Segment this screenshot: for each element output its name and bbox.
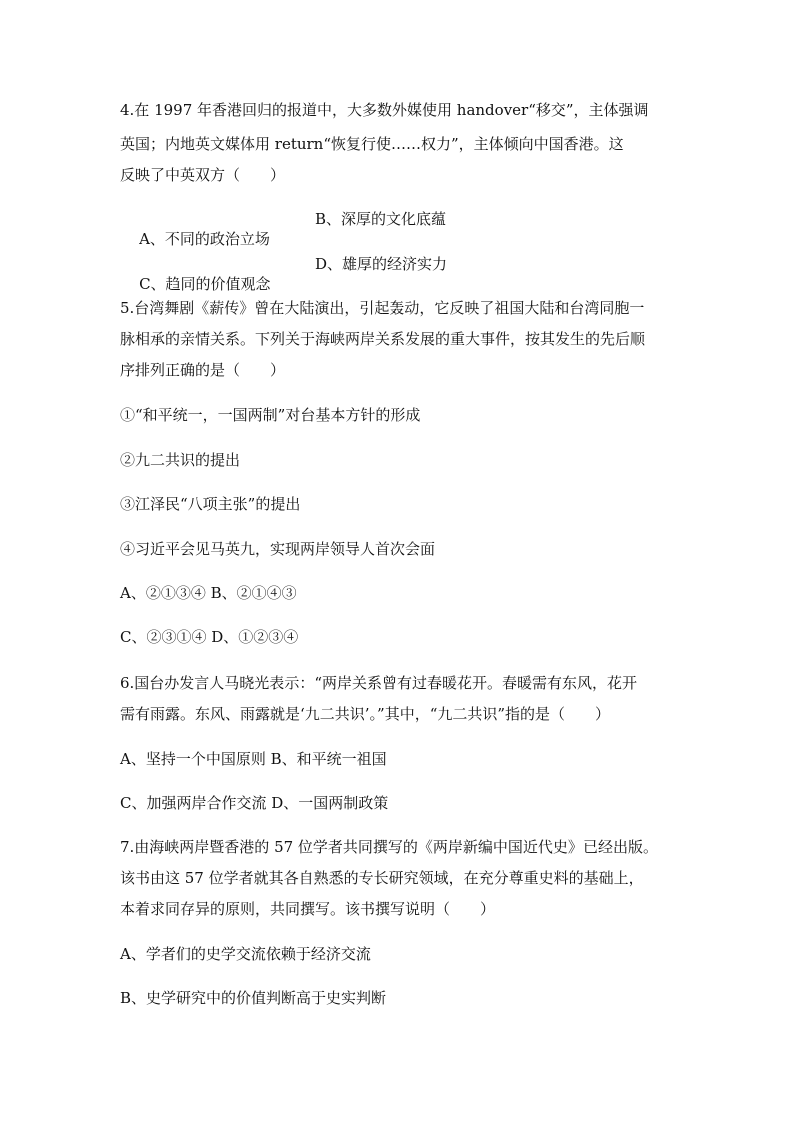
q4-stem-line-2: 英国；内地英文媒体用 return“恢复行使……权力”，主体倾向中国香港。这: [120, 135, 624, 153]
q6-stem-line-2: 需有雨露。东风、雨露就是‘九二共识’。”其中，“九二共识”指的是（ ）: [120, 705, 611, 723]
q5-item-1: ①“和平统一，一国两制”对台基本方针的形成: [120, 406, 421, 424]
q5-options-row-1: A、②①③④ B、②①④③: [120, 584, 297, 602]
q5-stem-line-1: 5.台湾舞剧《薪传》曾在大陆演出，引起轰动，它反映了祖国大陆和台湾同胞一: [120, 299, 645, 317]
q7-option-a: A、学者们的史学交流依赖于经济交流: [120, 945, 371, 963]
q6-options-row-2: C、加强两岸合作交流 D、一国两制政策: [120, 794, 389, 812]
q7-stem-line-3: 本着求同存异的原则，共同撰写。该书撰写说明（ ）: [120, 900, 496, 918]
q4-option-a: A、不同的政治立场: [139, 230, 270, 248]
q6-options-row-1: A、坚持一个中国原则 B、和平统一祖国: [120, 750, 387, 768]
q7-option-b: B、史学研究中的价值判断高于史实判断: [120, 989, 387, 1007]
q6-stem-line-1: 6.国台办发言人马晓光表示：“两岸关系曾有过春暖花开。春暖需有东风，花开: [120, 674, 637, 692]
q5-item-4: ④习近平会见马英九，实现两岸领导人首次会面: [120, 540, 436, 558]
q5-item-3: ③江泽民“八项主张”的提出: [120, 495, 301, 513]
q5-stem-line-3: 序排列正确的是（ ）: [120, 361, 286, 379]
q5-stem-line-2: 脉相承的亲情关系。下列关于海峡两岸关系发展的重大事件，按其发生的先后顺: [120, 330, 646, 348]
q5-options-row-2: C、②③①④ D、①②③④: [120, 628, 299, 646]
q4-option-d: D、雄厚的经济实力: [315, 255, 448, 273]
q4-stem-line-1: 4.在 1997 年香港回归的报道中，大多数外媒使用 handover“移交”，主体强调: [120, 101, 649, 119]
q4-option-c: C、趋同的价值观念: [139, 275, 271, 293]
q7-stem-line-2: 该书由这 57 位学者就其各自熟悉的专长研究领域，在充分尊重史料的基础上，: [120, 869, 644, 887]
q4-option-b: B、深厚的文化底蕴: [315, 210, 447, 228]
q7-stem-line-1: 7.由海峡两岸暨香港的 57 位学者共同撰写的《两岸新编中国近代史》已经出版。: [120, 838, 658, 856]
q5-item-2: ②九二共识的提出: [120, 451, 241, 469]
q4-stem-line-3: 反映了中英双方（ ）: [120, 166, 286, 184]
